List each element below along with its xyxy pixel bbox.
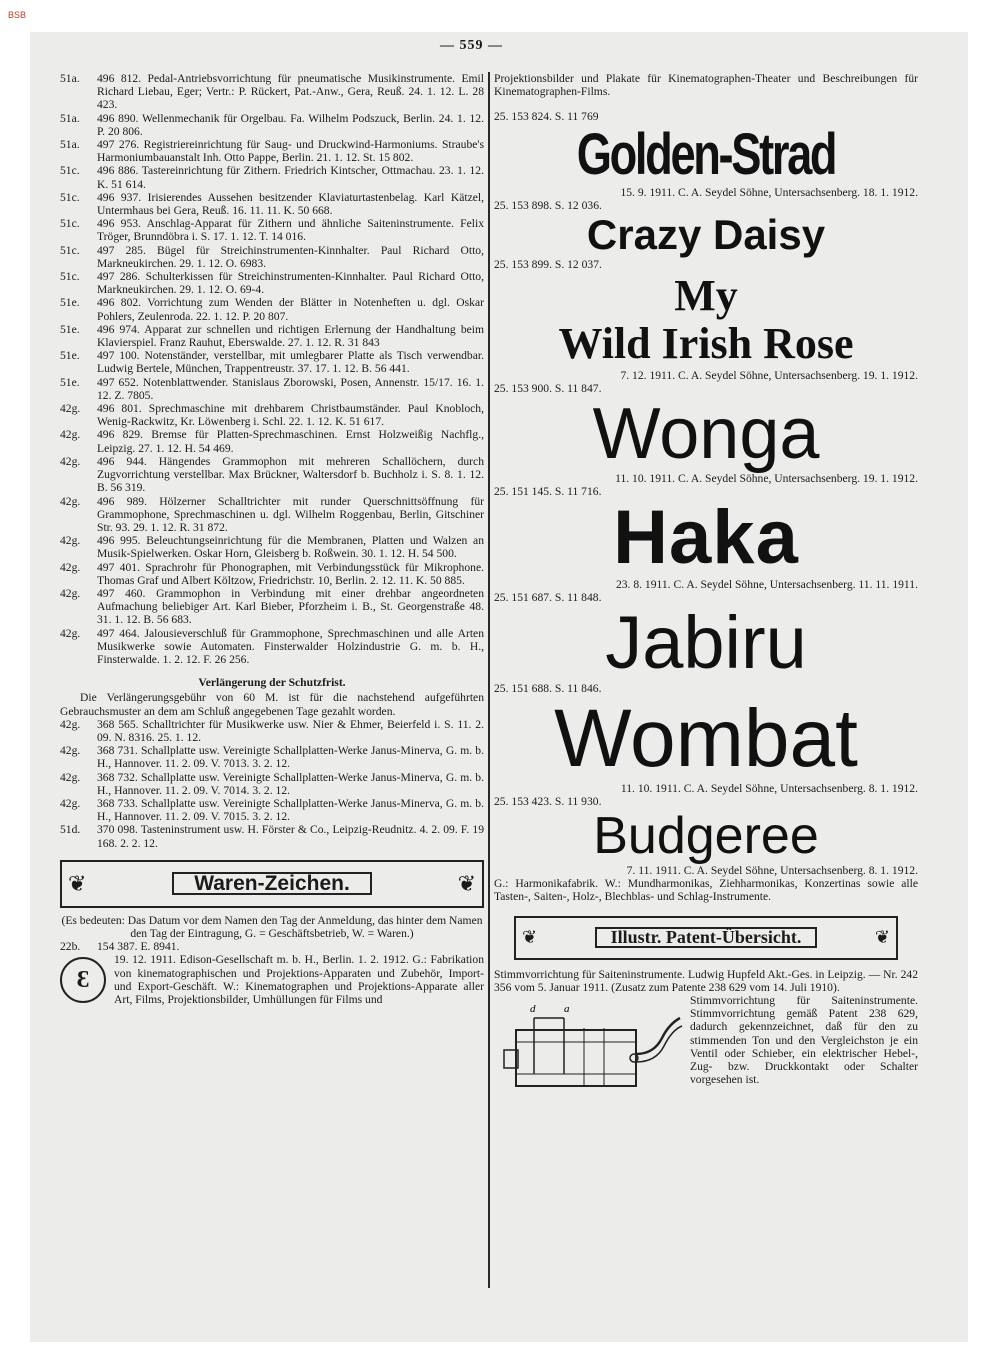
waren-entry-text: 19. 12. 1911. Edison-Gesellschaft m. b. H., Berlin. 1. 2. 1912. G.: Fabrikation von kinematographischen und Projektions-Apparaten und Zubehör, Import- und Export-Geschäft. W.: Kinematographen und Projektions-Apparate aller Art, Films, Projektionsbilder, Umhüllungen für Films und	[114, 953, 484, 1006]
trademark-name-line1: My	[674, 271, 738, 321]
page-number: — 559 —	[440, 38, 503, 53]
class-key: 51c.	[60, 190, 80, 204]
trademark-name-line2: Wild Irish Rose	[558, 319, 854, 369]
entry-text: 496 974. Apparat zur schnellen und richtigen Erlernung der Handhaltung beim Klavierspiel. Franz Rauhut, Eberswalde. 27. 1. 12. R. 31 843	[97, 322, 484, 350]
class-key: 51c.	[60, 243, 80, 257]
mark-head: 25. 153 900. S. 11 847.	[494, 382, 602, 396]
entry-text: 368 565. Schalltrichter für Musikwerke usw. Nier & Ehmer, Beierfeld i. S. 11. 2. 09. N. 8316. 25. 1. 12.	[97, 717, 484, 744]
ornament-icon: ❦	[522, 927, 538, 948]
ornament-icon: ❦	[457, 870, 476, 896]
waren-zeichen-title: Waren-Zeichen.	[172, 872, 372, 895]
class-key: 51e.	[60, 322, 80, 336]
entry-text: 497 286. Schulterkissen für Streichinstrumenten-Kinnhalter. Paul Richard Otto, Markneukirchen. 29. 1. 12. O. 69-4.	[97, 270, 484, 297]
entry-text: 370 098. Tasteninstrument usw. H. Förster & Co., Leipzig-Reudnitz. 4. 2. 09. F. 19 168. 2. 2. 12.	[97, 823, 484, 850]
mark-head: 25. 151 687. S. 11 848.	[494, 591, 602, 605]
trademark-golden-strad	[494, 110, 918, 198]
entry-text: 496 953. Anschlag-Apparat für Zithern und ähnliche Saiteninstrumente. Felix Tröger, Brunndöbra i. S. 17. 1. 12. T. 14 016.	[97, 217, 484, 244]
patent-overview-banner	[514, 916, 898, 960]
entry-text: 497 464. Jalousieverschluß für Grammophone, Sprechmaschinen und alle Arten Musikwerke sowie Automaten. Finsterwalder Holzindustrie G. m. b. H., Finsterwalde. 1. 2. 12. F. 26 256.	[97, 626, 484, 666]
register-entry	[60, 217, 484, 244]
entry-text: 368 731. Schallplatte usw. Vereinigte Schallplatten-Werke Janus-Minerva, G. m. b. H., Hannover. 11. 2. 09. V. 7013. 3. 2. 12.	[97, 744, 484, 771]
trademark-budgeree	[494, 795, 918, 877]
register-entry	[60, 823, 484, 850]
ornament-icon: ❦	[874, 927, 890, 948]
trademark-name: Jabiru	[605, 601, 807, 685]
class-key: 42g.	[60, 534, 81, 548]
register-entry	[60, 560, 484, 587]
entry-text: 368 732. Schallplatte usw. Vereinigte Schallplatten-Werke Janus-Minerva, G. m. b. H., Hannover. 11. 2. 09. V. 7014. 3. 2. 12.	[97, 770, 484, 797]
trademark-crazy-daisy	[494, 198, 918, 259]
column-divider	[488, 72, 490, 1288]
class-key: 42g.	[60, 626, 81, 640]
continuation-text: Projektionsbilder und Plakate für Kinematographen-Theater und Beschreibungen für Kinematographen-Films.	[494, 72, 918, 99]
class-key: 51e.	[60, 296, 80, 310]
trademark-haka	[494, 485, 918, 591]
patent-overview-title: Illustr. Patent-Übersicht.	[595, 927, 818, 948]
patent-figure	[494, 998, 684, 1110]
mark-meta: 23. 8. 1911. C. A. Seydel Söhne, Untersachsenberg. 11. 11. 1911.	[615, 578, 918, 592]
class-key: 42g.	[60, 744, 81, 758]
class-key: 42g.	[60, 454, 81, 468]
ornament-icon: ❦	[68, 870, 87, 896]
register-entry	[60, 796, 484, 824]
entry-text: 497 100. Notenständer, verstellbar, mit umlegbarer Platte als Tisch verwendbar. Ludwig Bertele, München, Trappentreustr. 37. 17. 1. 12. B. 56 441.	[97, 349, 484, 376]
mark-meta: 11. 10. 1911. C. A. Seydel Söhne, Untersachsenberg. 19. 1. 1912.	[615, 471, 918, 485]
register-entry	[60, 72, 484, 112]
schutzfrist-list	[60, 718, 484, 850]
mark-head: 25. 153 898. S. 12 036.	[494, 198, 602, 212]
schutzfrist-intro: Die Verlängerungsgebühr von 60 M. ist für die nachstehend aufgeführten Gebrauchsmuster an dem am Schluß angegebenen Tage gezahlt worden.	[60, 691, 484, 718]
register-entry	[60, 454, 484, 495]
trademark-wild-irish-rose	[494, 258, 918, 382]
entry-text: 496 812. Pedal-Antriebsvorrichtung für pneumatische Musikinstrumente. Emil Richard Liebau, Eger; Vertr.: P. Rückert, Pat.-Anw., Gera, Reuß. 24. 1. 12. L. 28 423.	[97, 72, 484, 112]
class-key: 51c.	[60, 270, 80, 284]
registration-list	[60, 72, 484, 666]
class-key: 51c.	[60, 217, 80, 231]
register-entry	[60, 270, 484, 297]
register-entry	[60, 744, 484, 771]
schutzfrist-heading: Verlängerung der Schutzfrist.	[198, 676, 346, 690]
trademark-name: Crazy Daisy	[586, 211, 826, 259]
register-entry	[60, 626, 484, 667]
waren-entry-head	[60, 940, 484, 953]
register-entry	[60, 322, 484, 350]
class-key: 51a.	[60, 111, 80, 125]
trademark-name: Haka	[613, 495, 799, 581]
class-key: 42g.	[60, 560, 81, 574]
class-key: 51a.	[60, 72, 80, 85]
class-key: 51d.	[60, 823, 81, 837]
right-column	[494, 72, 918, 1112]
class-key: 42g.	[60, 796, 81, 810]
waren-zeichen-banner	[60, 860, 484, 908]
register-entry	[60, 349, 484, 376]
register-entry	[60, 190, 484, 218]
library-mark: BSB	[8, 10, 27, 20]
class-key: 42g.	[60, 402, 81, 416]
mark-head: 25. 153 899. S. 12 037.	[494, 258, 602, 272]
patent-heading: Stimmvorrichtung für Saiteninstrumente. Ludwig Hupfeld Akt.-Ges. in Leipzig. — Nr. 242 356 vom 5. Januar 1911. (Zusatz zum Patente 238 629 vom 14. Juli 1910).	[494, 967, 918, 994]
class-key: 42g.	[60, 494, 81, 508]
register-entry	[60, 534, 484, 561]
mark-meta: 11. 10. 1911. C. A. Seydel Söhne, Untersachsenberg. 8. 1. 1912.	[620, 781, 918, 795]
class-key: 22b.	[60, 940, 81, 954]
register-entry	[60, 428, 484, 455]
entry-text: 496 829. Bremse für Platten-Sprechmaschinen. Ernst Holzweißig Nachflg., Leipzig. 27. 1. 12. H. 54 469.	[97, 428, 484, 455]
entry-text: 496 937. Irisierendes Aussehen besitzender Klaviaturtastenbelag. Karl Kätzel, Untermhaus bei Gera, Reuß. 16. 11. 11. K. 50 668.	[97, 190, 484, 218]
left-column	[60, 72, 484, 1006]
entry-text: 496 944. Hängendes Grammophon mit mehreren Schallöchern, durch Zugvorrichtung verstellbar. Max Brückner, Waltersdorf b. Buchholz i. S. 8. 1. 12. B. 56 319.	[97, 454, 484, 495]
entry-text: 497 276. Registriereinrichtung für Saug- und Druckwind-Harmoniums. Straube's Harmoniumbauanstalt Inh. Otto Pappe, Berlin. 21. 1. 12. St. 15 802.	[97, 138, 484, 165]
patent-body: Stimmvorrichtung für Saiteninstrumente. Stimmvorrichtung gemäß Patent 238 629, dadurch gekennzeichnet, daß für den zu stimmenden Ton und den Vergleichston je ein Ventil oder Schieber, ein elektrischer Hebel-, Zug- bzw. Druckkontakt oder Schalter vorgesehen ist.	[690, 994, 918, 1087]
register-entry	[60, 494, 484, 535]
register-entry	[60, 402, 484, 429]
entry-text: 497 652. Notenblattwender. Stanislaus Zborowski, Posen, Annenstr. 15/17. 16. 1. 12. Z. 7805.	[97, 375, 484, 402]
trademark-name: Budgeree	[593, 807, 819, 866]
mark-head: 25. 153 423. S. 11 930.	[494, 794, 602, 808]
entry-text: 368 733. Schallplatte usw. Vereinigte Schallplatten-Werke Janus-Minerva, G. m. b. H., Hannover. 11. 2. 09. V. 7015. 3. 2. 12.	[97, 796, 484, 824]
register-entry	[60, 138, 484, 165]
edison-logo: Ɛ	[60, 957, 106, 1003]
class-key: 51a.	[60, 138, 80, 152]
goods-description: G.: Harmonikafabrik. W.: Mundharmonikas, Ziehharmonikas, Konzertinas sowie alle Tasten-, Saiten-, Holz-, Blechblas- und Schlag-Instrumente.	[494, 877, 918, 904]
mark-meta: 7. 11. 1911. C. A. Seydel Söhne, Untersachsenberg. 8. 1. 1912.	[626, 864, 918, 878]
class-key: 51e.	[60, 375, 80, 389]
entry-text: 497 460. Grammophon in Verbindung mit einer drehbar angeordneten Aufmachung beliebiger Art. Karl Bieber, Pforzheim i. B., St. Georgenstraße 48. 31. 1. 12. B. 56 683.	[97, 586, 484, 627]
trademark-wombat	[494, 682, 918, 794]
figure-label-a: a	[564, 1003, 570, 1016]
class-key: 51e.	[60, 349, 80, 363]
trademark-name: Wonga	[592, 393, 820, 474]
registration-number: 154 387. E. 8941.	[97, 940, 180, 954]
register-entry	[60, 111, 484, 138]
mark-head: 25. 151 145. S. 11 716.	[494, 484, 602, 498]
class-key: 42g.	[60, 770, 81, 784]
entry-text: 496 802. Vorrichtung zum Wenden der Blätter in Notenheften u. dgl. Oskar Pohlers, Zeulenroda. 22. 1. 12. P. 20 807.	[97, 296, 484, 323]
entry-text: 496 886. Tastereinrichtung für Zithern. Friedrich Kintscher, Ottmachau. 23. 1. 12. K. 51 614.	[97, 164, 484, 191]
trademark-name: Golden-Strad	[576, 121, 836, 187]
trademark-name: Wombat	[554, 692, 858, 784]
trademark-jabiru	[494, 591, 918, 685]
register-entry	[60, 717, 484, 744]
mark-head: 25. 151 688. S. 11 846.	[494, 682, 602, 696]
entry-text: 496 801. Sprechmaschine mit drehbarem Christbaumständer. Paul Knobloch, Wenig-Rackwitz, Kr. Löwenberg i. Schl. 22. 1. 12. K. 51 617.	[97, 402, 484, 429]
trademark-wonga	[494, 382, 918, 484]
register-entry	[60, 296, 484, 323]
class-key: 42g.	[60, 428, 81, 442]
waren-entry	[60, 953, 484, 1006]
entry-text: 496 995. Beleuchtungseinrichtung für die Membranen, Platten und Walzen an Musik-Spielwerken. Oskar Horn, Gleisberg b. Roßwein. 30. 1. 12. H. 54 500.	[97, 534, 484, 561]
register-entry	[60, 770, 484, 797]
entry-text: 497 401. Sprachrohr für Phonographen, mit Verbindungsstück für Mikrophone. Thomas Graf und Albert Költzow, Friedrichstr. 10, Berlin. 2. 12. 11. K. 50 885.	[97, 560, 484, 587]
waren-note: (Es bedeuten: Das Datum vor dem Namen den Tag der Anmeldung, das hinter dem Namen den Tag der Eintragung, G. = Geschäftsbetrieb, W. = Waren.)	[61, 913, 483, 940]
entry-text: 497 285. Bügel für Streichinstrumenten-Kinnhalter. Paul Richard Otto, Markneukirchen. 29. 1. 12. O. 6983.	[97, 243, 484, 270]
register-entry	[60, 243, 484, 270]
entry-text: 496 989. Hölzerner Schalltrichter mit runder Querschnittsöffnung für Grammophone, Sprechmaschinen u. dgl. Wilhelm Roggenbau, Berlin, Gitschiner Str. 93. 29. 1. 12. R. 31 872.	[97, 494, 484, 534]
register-entry	[60, 586, 484, 627]
patent-entry	[494, 994, 918, 1086]
figure-label-d: d	[530, 1003, 536, 1016]
mark-meta: 15. 9. 1911. C. A. Seydel Söhne, Untersachsenberg. 18. 1. 1912.	[620, 185, 918, 199]
register-entry	[60, 375, 484, 402]
mark-meta: 7. 12. 1911. C. A. Seydel Söhne, Untersachsenberg. 19. 1. 1912.	[620, 369, 918, 383]
class-key: 42g.	[60, 717, 81, 731]
class-key: 51c.	[60, 164, 80, 178]
register-entry	[60, 164, 484, 191]
class-key: 42g.	[60, 586, 81, 600]
mark-head: 25. 153 824. S. 11 769	[494, 110, 599, 124]
entry-text: 496 890. Wellenmechanik für Orgelbau. Fa. Wilhelm Podszuck, Berlin. 24. 1. 12. P. 20 806.	[97, 111, 484, 138]
